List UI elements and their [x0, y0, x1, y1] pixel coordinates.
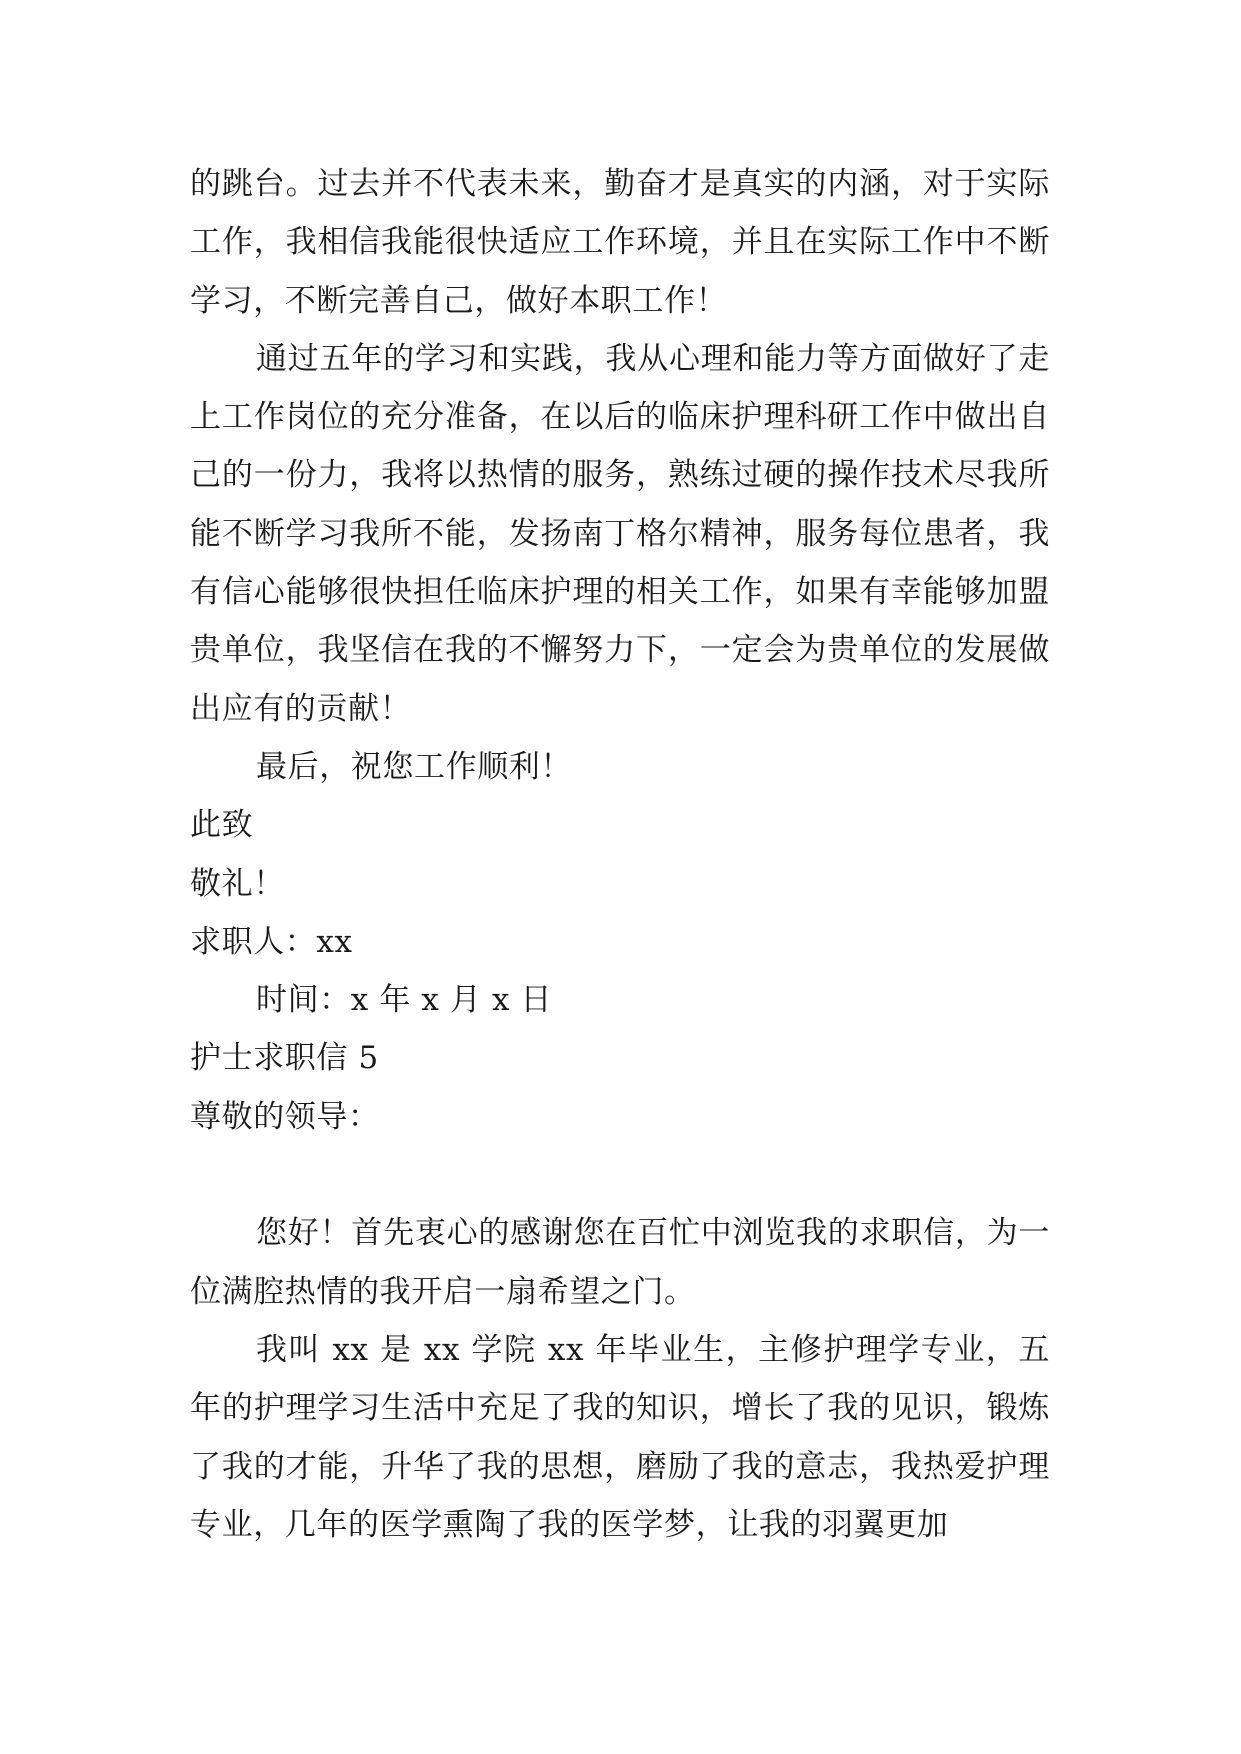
blank-line — [190, 1146, 1050, 1204]
paragraph-continuation: 的跳台。过去并不代表未来，勤奋才是真实的内涵，对于实际工作，我相信我能很快适应工作环境，并且在实际工作中不断学习，不断完善自己，做好本职工作！ — [190, 166, 1050, 319]
section-title: 护士求职信 5 — [190, 1040, 379, 1077]
letter-greeting: 尊敬的领导： — [190, 1098, 380, 1135]
salutation-cizhi: 此致 — [190, 807, 254, 844]
paragraph-opening: 您好！首先衷心的感谢您在百忙中浏览我的求职信，为一位满腔热情的我开启一扇希望之门。 — [190, 1215, 1050, 1310]
paragraph-preparation: 通过五年的学习和实践，我从心理和能力等方面做好了走上工作岗位的充分准备，在以后的临床护理科研工作中做出自己的一份力，我将以热情的服务，熟练过硬的操作技术尽我所能不断学习我所不能，发扬南丁格尔精神，服务每位患者，我有信心能够很快担任临床护理的相关工作，如果有幸能够加盟贵单位，我坚信在我的不懈努力下，一定会为贵单位的发展做出应有的贡献！ — [190, 340, 1050, 727]
applicant-signature: 求职人：xx — [190, 923, 353, 960]
paragraph-introduction: 我叫 xx 是 xx 学院 xx 年毕业生，主修护理学专业，五年的护理学习生活中充足了我的知识，增长了我的见识，锻炼了我的才能，升华了我的思想，磨励了我的意志，我热爱护理专业，几年的医学熏陶了我的医学梦，让我的羽翼更加 — [190, 1331, 1050, 1543]
letter-date: 时间：x 年 x 月 x 日 — [256, 982, 553, 1019]
paragraph-closing-wish: 最后，祝您工作顺利！ — [256, 748, 572, 785]
letter-body — [190, 155, 1050, 1554]
salutation-jingli: 敬礼！ — [190, 865, 285, 902]
